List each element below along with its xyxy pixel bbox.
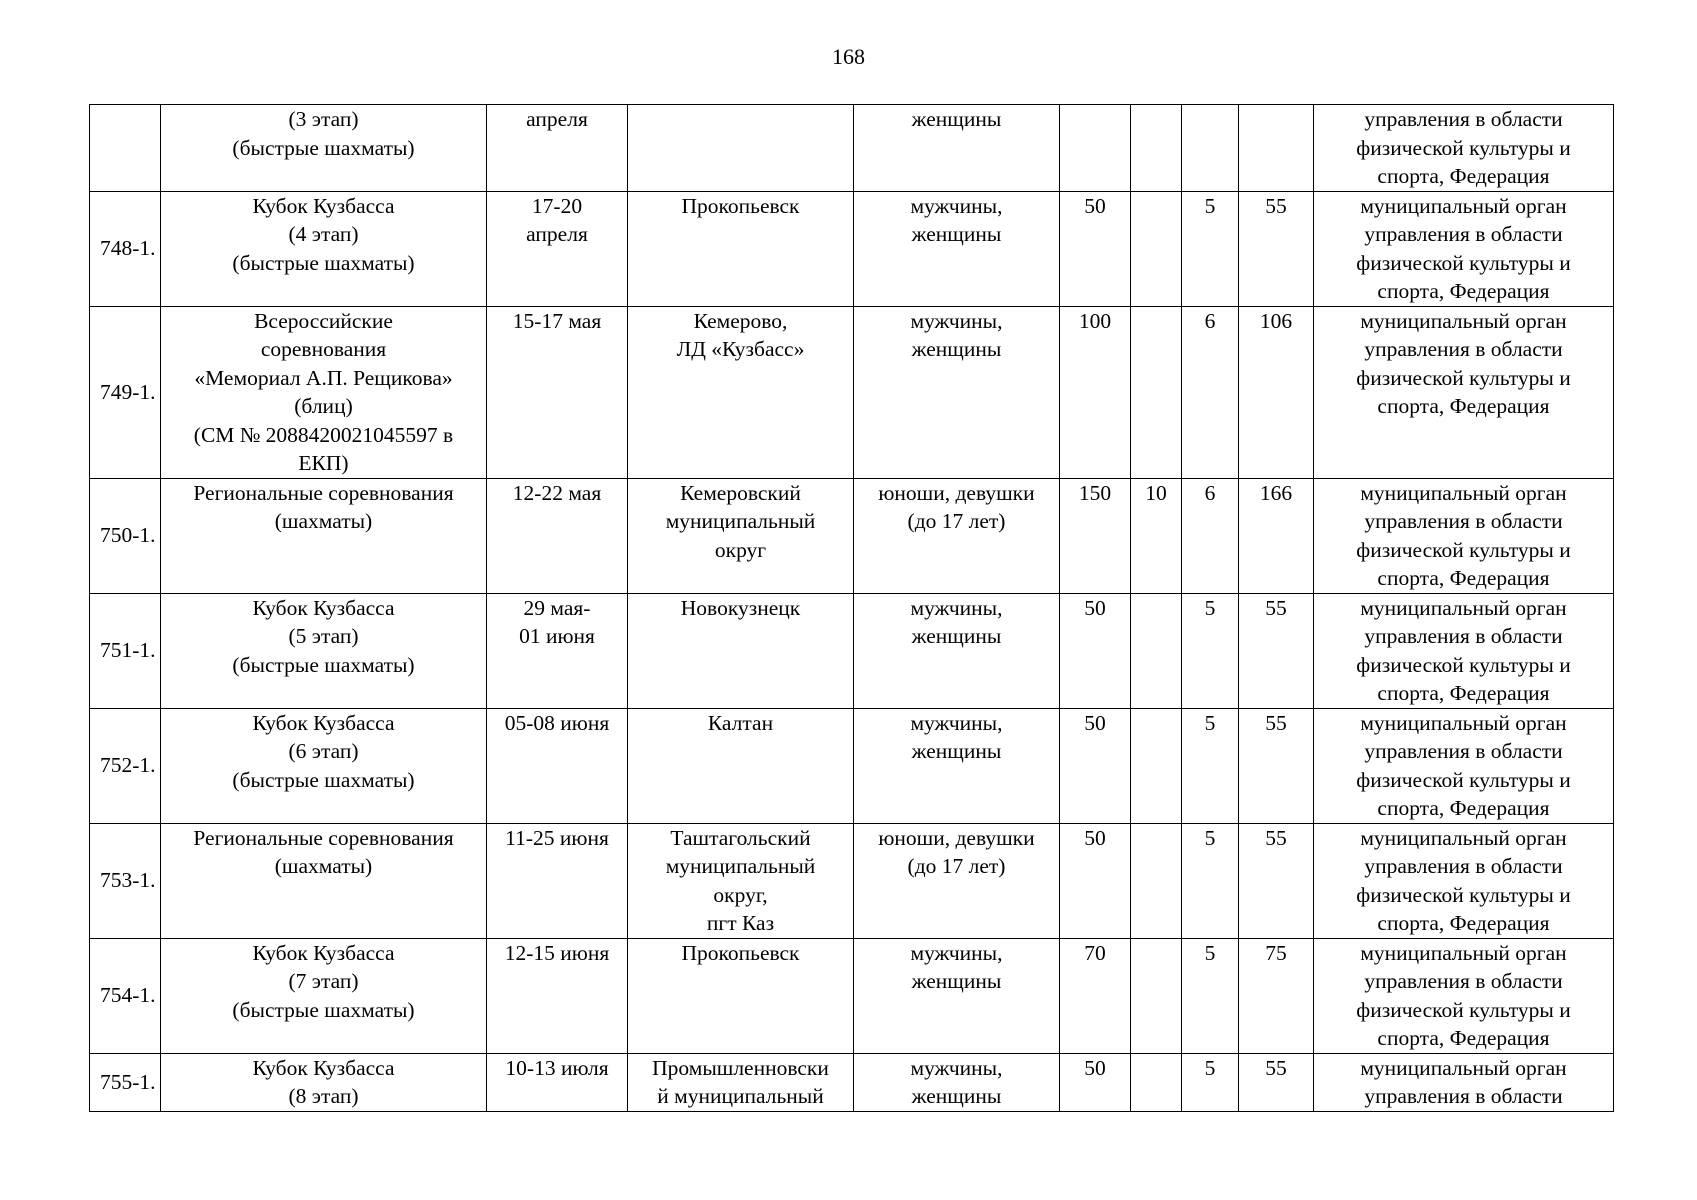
event-dates: апреля — [487, 105, 628, 192]
event-participants: мужчины, женщины — [854, 593, 1060, 708]
table-row — [90, 938, 1614, 1053]
page-number: 168 — [832, 44, 865, 69]
event-place: Прокопьевск — [628, 938, 854, 1053]
event-name: Кубок Кузбасса (6 этап) (быстрые шахматы) — [161, 708, 487, 823]
event-organizer: муниципальный орган управления в области физической культуры и спорта, Федерация — [1314, 593, 1614, 708]
count-cell — [1182, 105, 1239, 192]
event-name: Кубок Кузбасса (5 этап) (быстрые шахматы) — [161, 593, 487, 708]
table-row — [90, 708, 1614, 823]
count-total: 55 — [1239, 823, 1314, 938]
events-table — [89, 104, 1614, 1112]
event-place: Таштагольский муниципальный округ, пгт Каз — [628, 823, 854, 938]
event-dates: 11-25 июня — [487, 823, 628, 938]
row-number: 755-1. — [90, 1053, 161, 1111]
event-place: Промышленновски й муниципальный — [628, 1053, 854, 1111]
row-number: 750-1. — [90, 478, 161, 593]
event-organizer: муниципальный орган управления в области физической культуры и спорта, Федерация — [1314, 306, 1614, 478]
event-place: Кемеровский муниципальный округ — [628, 478, 854, 593]
event-organizer: муниципальный орган управления в области физической культуры и спорта, Федерация — [1314, 823, 1614, 938]
event-participants: мужчины, женщины — [854, 1053, 1060, 1111]
event-dates: 29 мая- 01 июня — [487, 593, 628, 708]
count-cell: 50 — [1060, 191, 1131, 306]
count-cell: 5 — [1182, 938, 1239, 1053]
event-organizer: муниципальный орган управления в области — [1314, 1053, 1614, 1111]
event-name: Кубок Кузбасса (8 этап) — [161, 1053, 487, 1111]
event-place — [628, 105, 854, 192]
count-cell: 50 — [1060, 1053, 1131, 1111]
event-name: Всероссийские соревнования «Мемориал А.П. Рещикова» (блиц) (СМ № 2088420021045597 в ЕКП) — [161, 306, 487, 478]
table-row — [90, 593, 1614, 708]
event-name: Кубок Кузбасса (7 этап) (быстрые шахматы) — [161, 938, 487, 1053]
event-dates: 17-20 апреля — [487, 191, 628, 306]
count-total: 55 — [1239, 1053, 1314, 1111]
row-number: 754-1. — [90, 938, 161, 1053]
event-participants: мужчины, женщины — [854, 708, 1060, 823]
event-dates: 15-17 мая — [487, 306, 628, 478]
count-total: 55 — [1239, 593, 1314, 708]
event-name: (3 этап) (быстрые шахматы) — [161, 105, 487, 192]
row-number: 753-1. — [90, 823, 161, 938]
count-cell: 70 — [1060, 938, 1131, 1053]
count-cell — [1131, 708, 1182, 823]
event-organizer: управления в области физической культуры и спорта, Федерация — [1314, 105, 1614, 192]
count-cell: 5 — [1182, 1053, 1239, 1111]
count-cell — [1131, 191, 1182, 306]
event-dates: 05-08 июня — [487, 708, 628, 823]
count-cell: 150 — [1060, 478, 1131, 593]
count-cell — [1060, 105, 1131, 192]
event-place: Кемерово, ЛД «Кузбасс» — [628, 306, 854, 478]
count-cell — [1131, 823, 1182, 938]
row-number — [90, 105, 161, 192]
row-number: 751-1. — [90, 593, 161, 708]
event-participants: мужчины, женщины — [854, 306, 1060, 478]
event-name: Региональные соревнования (шахматы) — [161, 478, 487, 593]
count-cell: 5 — [1182, 191, 1239, 306]
count-cell — [1131, 105, 1182, 192]
event-organizer: муниципальный орган управления в области физической культуры и спорта, Федерация — [1314, 191, 1614, 306]
count-total: 106 — [1239, 306, 1314, 478]
count-cell: 6 — [1182, 306, 1239, 478]
count-cell — [1131, 593, 1182, 708]
table-row — [90, 191, 1614, 306]
event-place: Новокузнецк — [628, 593, 854, 708]
count-cell: 50 — [1060, 708, 1131, 823]
event-organizer: муниципальный орган управления в области физической культуры и спорта, Федерация — [1314, 938, 1614, 1053]
row-number: 748-1. — [90, 191, 161, 306]
count-cell: 5 — [1182, 708, 1239, 823]
count-cell — [1131, 306, 1182, 478]
event-participants: мужчины, женщины — [854, 191, 1060, 306]
count-total: 55 — [1239, 708, 1314, 823]
table-row — [90, 1053, 1614, 1111]
count-total: 75 — [1239, 938, 1314, 1053]
count-total: 55 — [1239, 191, 1314, 306]
table-row — [90, 823, 1614, 938]
event-place: Прокопьевск — [628, 191, 854, 306]
row-number: 752-1. — [90, 708, 161, 823]
count-cell — [1131, 938, 1182, 1053]
count-total: 166 — [1239, 478, 1314, 593]
event-organizer: муниципальный орган управления в области физической культуры и спорта, Федерация — [1314, 708, 1614, 823]
count-cell: 10 — [1131, 478, 1182, 593]
event-participants: юноши, девушки (до 17 лет) — [854, 478, 1060, 593]
event-dates: 12-15 июня — [487, 938, 628, 1053]
count-cell: 5 — [1182, 593, 1239, 708]
table-row — [90, 306, 1614, 478]
event-name: Кубок Кузбасса (4 этап) (быстрые шахматы) — [161, 191, 487, 306]
count-cell: 100 — [1060, 306, 1131, 478]
count-cell — [1131, 1053, 1182, 1111]
row-number: 749-1. — [90, 306, 161, 478]
count-cell: 5 — [1182, 823, 1239, 938]
count-cell: 6 — [1182, 478, 1239, 593]
table-row — [90, 478, 1614, 593]
event-dates: 12-22 мая — [487, 478, 628, 593]
event-name: Региональные соревнования (шахматы) — [161, 823, 487, 938]
table-row — [90, 105, 1614, 192]
event-participants: юноши, девушки (до 17 лет) — [854, 823, 1060, 938]
event-place: Калтан — [628, 708, 854, 823]
event-participants: женщины — [854, 105, 1060, 192]
count-cell: 50 — [1060, 823, 1131, 938]
event-organizer: муниципальный орган управления в области физической культуры и спорта, Федерация — [1314, 478, 1614, 593]
count-cell: 50 — [1060, 593, 1131, 708]
event-dates: 10-13 июля — [487, 1053, 628, 1111]
count-total — [1239, 105, 1314, 192]
event-participants: мужчины, женщины — [854, 938, 1060, 1053]
